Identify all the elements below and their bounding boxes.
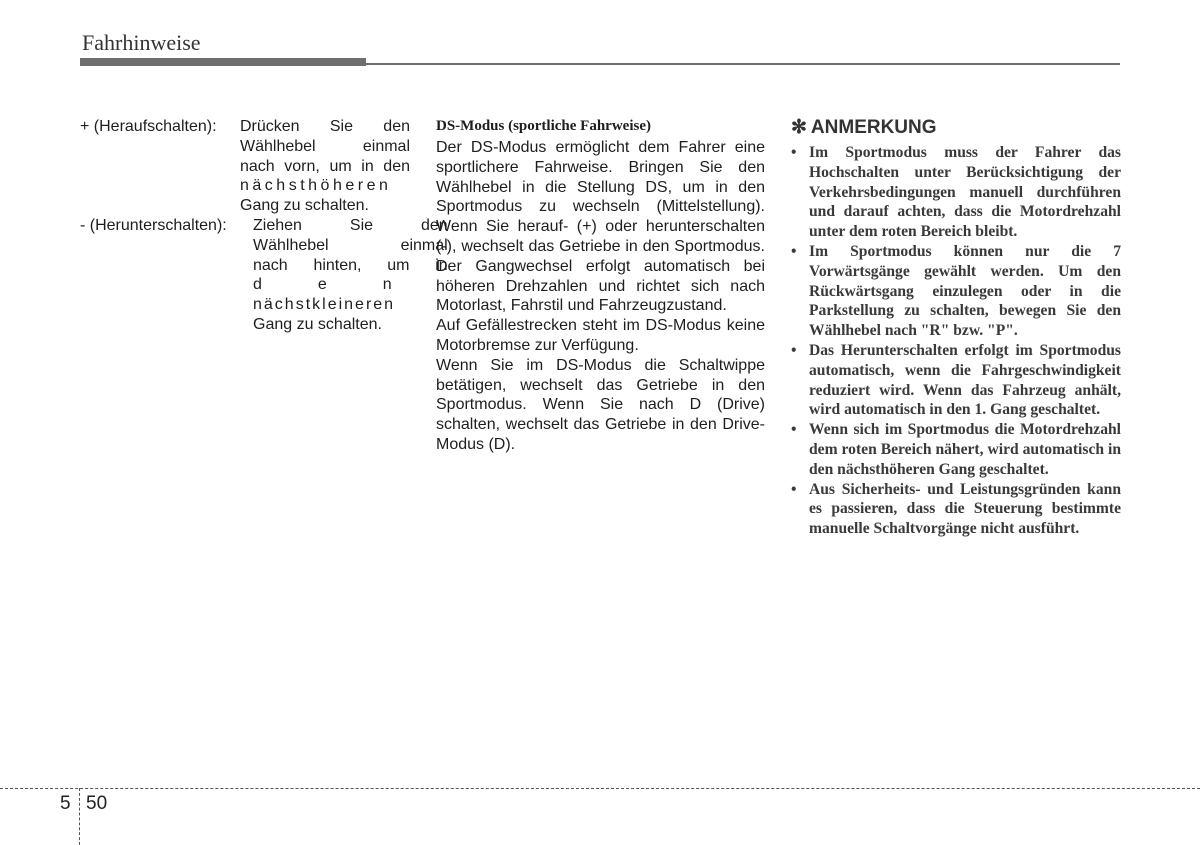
definition-term: + (Heraufschalten): [80,118,217,135]
list-item [791,341,1121,420]
paragraph: Wenn Sie im DS-Modus die Schaltwippe betätigen, wechselt das Getriebe in den Sportmodus. Wenn Sie nach D (Drive) schalten, wechselt das Getriebe in den Drive-Modus (D). [436,356,765,453]
definition-line: nächstkleineren [253,296,396,314]
list-item [791,420,1121,479]
definition-upshift [80,117,410,216]
column-note [791,117,1121,539]
list-item [791,143,1121,242]
bullet-icon: • [791,480,797,498]
note-text: Im Sportmodus können nur die 7 Vorwärtsgänge gewählt werden. Um den Rückwärtsgang einzulegen oder in die Parkstellung zu schalten, bewegen Sie den Wählhebel nach "R" bzw. "P". [809,242,1121,340]
definition-line: nach vorn, um in den [240,157,410,175]
definition-line: Gang zu schalten. [240,197,369,215]
bullet-icon: • [791,242,797,260]
definition-line: Gang zu schalten. [253,315,382,333]
page-number: 50 [86,793,108,814]
note-text: Das Herunterschalten erfolgt im Sportmodus automatisch, wenn die Fahrgeschwindigkeit reduziert wird. Wenn das Fahrzeug anhält, wird automatisch in den 1. Gang geschaltet. [809,341,1121,419]
paragraph: Auf Gefällestrecken steht im DS-Modus keine Motorbremse zur Verfügung. [436,317,765,354]
definition-downshift [80,216,448,335]
chapter-number: 5 [60,793,71,814]
footer-dashed-rule [0,788,1200,789]
list-item [791,242,1121,341]
definition-line: nächsthöheren [240,177,392,195]
page-header-title: Fahrhinweise [82,30,201,55]
note-title: ANMERKUNG [810,117,937,138]
definition-body [253,216,448,335]
paragraph: Der DS-Modus ermöglicht dem Fahrer eine sportlichere Fahrweise. Bringen Sie den Wählhebel in die Stellung DS, um in den Sportmodus zu wechseln (Mittelstellung). Wenn Sie herauf- (+) oder herunterschalten (-), wechselt das Getriebe in den Sportmodus. Der Gangwechsel erfolgt automatisch bei höheren Drehzahlen und richtet sich nach Motorlast, Fahrstil und Fahrzeugzustand. [436,139,765,315]
note-text: Im Sportmodus muss der Fahrer das Hochschalten unter Berücksichtigung der Verkehrsbedingungen manuell durchführen und darauf achten, dass die Motordrehzahl unter dem roten Bereich bleibt. [809,144,1121,241]
bullet-icon: • [791,421,797,439]
bullet-icon: • [791,144,797,161]
definition-line: Wählhebel einmal [240,137,410,155]
note-text: Aus Sicherheits- und Leistungsgründen kann es passieren, dass die Steuerung bestimmte manuelle Schaltvorgänge nicht ausführt. [809,480,1121,538]
definition-term: - (Herunterschalten): [80,216,227,234]
definition-line: Wählhebel einmal [253,236,448,254]
column-shift-definitions [80,117,448,335]
definition-body [240,117,410,216]
definition-line: Ziehen Sie den [253,216,448,234]
footer-dashed-divider [79,788,80,845]
bullet-icon: • [791,341,797,359]
definition-line: nach hinten, um in [253,256,448,274]
section-subtitle: DS-Modus (sportliche Fahrweise) [436,118,651,134]
column-ds-mode [436,117,765,455]
note-text: Wenn sich im Sportmodus die Motordrehzahl dem roten Bereich nähert, wird automatisch in den nächsthöheren Gang geschaltet. [809,421,1121,478]
note-list [791,143,1121,539]
list-item [791,480,1121,539]
header-rule-thick [80,58,366,66]
definition-line: Drücken Sie den [240,118,410,135]
asterisk-icon: ✻ [791,117,807,138]
definition-line: den [253,276,448,294]
note-heading [791,117,1121,139]
header-rule-thin [366,63,1120,65]
